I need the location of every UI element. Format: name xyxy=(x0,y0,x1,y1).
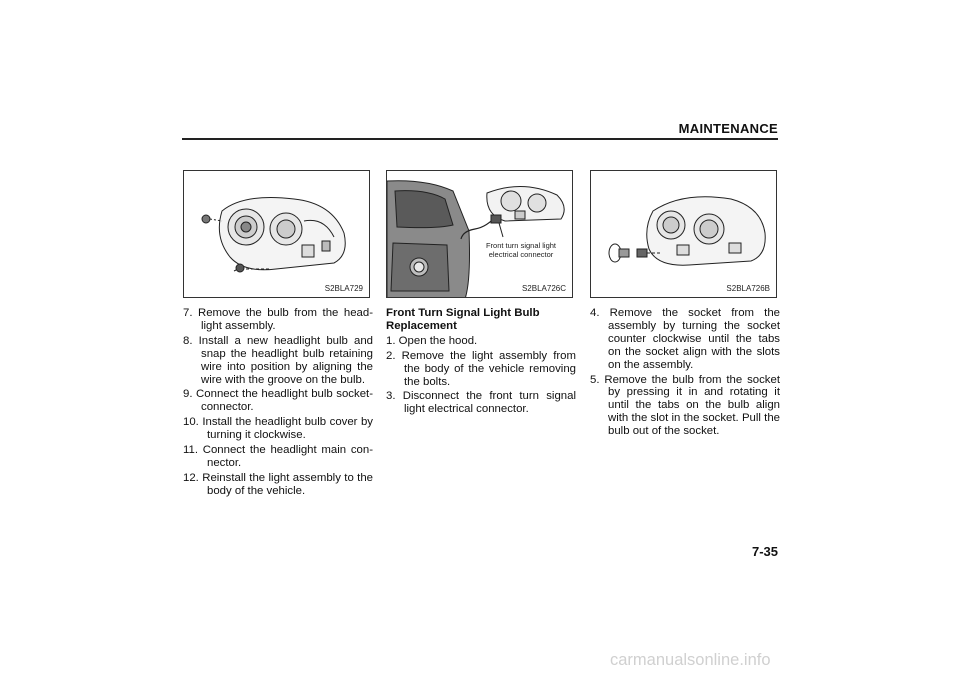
page-number: 7-35 xyxy=(751,544,778,559)
figure-headlight-bulb xyxy=(183,170,370,298)
step-item: 1. Open the hood. xyxy=(386,334,478,347)
middle-column xyxy=(386,307,576,418)
left-column xyxy=(183,307,373,500)
figure-socket-bulb xyxy=(590,170,777,298)
figure-code: S2BLA729 xyxy=(324,284,363,293)
section-title: MAINTENANCE xyxy=(678,121,778,136)
step-item: 9. Connect the headlight bulb socket- connector. xyxy=(183,388,373,414)
step-item: 11. Connect the headlight main con- nector. xyxy=(183,444,373,469)
step-item: 4. Remove the socket from the assembly by turning the socket counter clockwise until the tabs on the socket align with the slots on the assembly. xyxy=(590,307,780,371)
step-item: 7. Remove the bulb from the head- light assembly. xyxy=(183,307,373,332)
section-heading: Front Turn Signal Light Bulb Replacement xyxy=(386,307,540,332)
right-column xyxy=(590,307,780,440)
step-item: 8. Install a new headlight bulb and snap the headlight bulb retaining wire into position by aligning the wire with the groove on the bulb. xyxy=(183,334,373,386)
step-item: 2. Remove the light assembly from the body of the vehicle removing the bolts. xyxy=(386,349,576,388)
watermark: carmanualsonline.info xyxy=(610,651,771,669)
step-item: 12. Reinstall the light assembly to the body of the vehicle. xyxy=(183,471,373,497)
step-item: 3. Disconnect the front turn signal light electrical connector. xyxy=(386,390,576,416)
figure-turn-signal-connector xyxy=(386,170,573,298)
vehicle-front-illustration xyxy=(387,171,573,298)
step-item: 10. Install the headlight bulb cover by turning it clockwise. xyxy=(183,416,373,442)
figure-code: S2BLA726C xyxy=(521,284,566,293)
figure-code: S2BLA726B xyxy=(726,284,770,293)
header-rule xyxy=(182,138,778,140)
socket-bulb-illustration xyxy=(591,171,777,298)
step-item: 5. Remove the bulb from the socket by pressing it in and rotating it until the tabs on the bulb align with the slot in the socket. Pull the bulb out of the socket. xyxy=(590,373,780,438)
headlight-assembly-illustration xyxy=(184,171,370,298)
connector-callout: Front turn signal light electrical connector xyxy=(485,241,557,259)
